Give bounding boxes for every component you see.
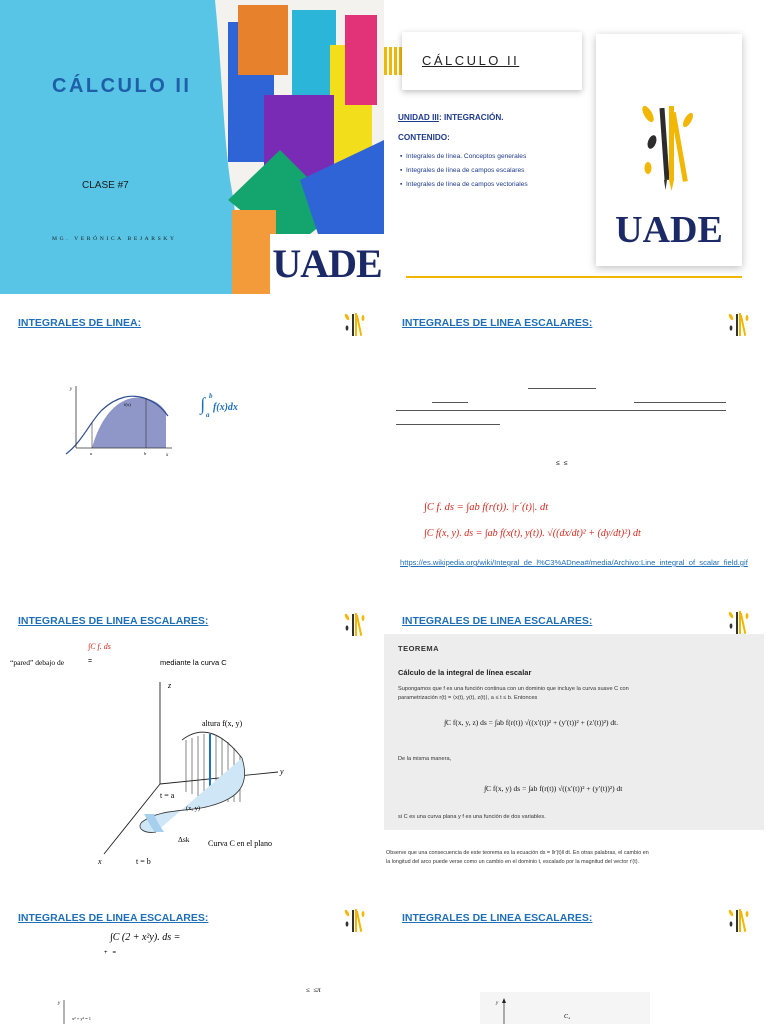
pencils-logo-icon <box>342 310 368 340</box>
pencils-logo-icon <box>726 906 752 936</box>
text-underline <box>396 410 726 411</box>
slide-integrales-de-linea <box>0 300 384 604</box>
example-formula: ∫C (2 + x²y). ds = <box>110 932 181 943</box>
fig-ta-label: t = a <box>160 791 175 800</box>
theorem-text1: Supongamos que f es una función continua con un dominio que incluye la curva suave C con <box>398 686 629 692</box>
circle-plot <box>50 996 130 1024</box>
theorem-subtitle: Cálculo de la integral de línea escalar <box>398 668 532 677</box>
gold-stripes <box>384 47 402 75</box>
line-integral-3d-figure <box>90 674 320 874</box>
plot-curve-label: C₄ <box>564 1014 571 1020</box>
integral-body: f(x)dx <box>212 402 238 413</box>
equals-sign: = <box>88 658 93 665</box>
text-underline <box>432 402 468 403</box>
graph-a-label: a <box>90 451 93 456</box>
fig-tb-label: t = b <box>136 857 151 866</box>
cover-uade-logo: UADE <box>270 234 384 294</box>
slide-title: INTEGRALES DE LINEA ESCALARES: <box>402 912 593 924</box>
fig-z-label: z <box>168 681 172 690</box>
gold-rule <box>406 276 742 278</box>
cover-slide <box>0 0 384 294</box>
area-under-curve-graph <box>62 382 174 462</box>
line-integral-formula-xy: ∫C f(x, y). ds = ∫ab f(x(t), y(t)). √((dx/dt)² + (dy/dt)²) dt <box>424 528 641 539</box>
plot-y-label: y <box>496 1001 499 1006</box>
slide-title: INTEGRALES DE LINEA ESCALARES: <box>402 317 593 329</box>
slide-title: INTEGRALES DE LINEA ESCALARES: <box>18 615 209 627</box>
fig-curva-label: Curva C en el plano <box>208 839 272 848</box>
integral-sign: ∫ <box>200 394 205 414</box>
parameter-inequality: ≤ ≤ <box>556 460 568 467</box>
scalar-integral-formula: ∫C f. ds <box>88 642 111 651</box>
fig-altura-label: altura f(x, y) <box>202 719 243 728</box>
list-item-text: Integrales de línea. Conceptos generales <box>406 153 527 160</box>
plot-equation: x² + y² = 1 <box>72 1016 92 1021</box>
observation-line1: Observe que una consecuencia de este teorema es la ecuación ds = ‖r′(t)‖ dt. En otras palabras, el cambio en <box>386 850 649 856</box>
integral-upper: b <box>209 392 213 400</box>
list-item-text: Integrales de línea de campos escalares <box>406 167 525 174</box>
graph-y-label: y <box>70 387 73 392</box>
plot-y-label: y <box>58 1001 61 1006</box>
curve-plot <box>484 996 604 1024</box>
slide-lineas-escalares-2 <box>0 606 384 906</box>
text-underline <box>396 424 500 425</box>
theorem-header: TEOREMA <box>398 644 439 653</box>
pared-text: “pared” debajo de <box>10 658 65 667</box>
slide-ejemplo-1 <box>0 906 384 1024</box>
theorem-text2: parametrización r(t) = ⟨x(t), y(t), z(t)⟩, a ≤ t ≤ b. Entonces <box>398 695 538 701</box>
pencils-logo-icon <box>638 98 698 194</box>
slide-teorema <box>384 606 768 906</box>
unidad-line <box>398 113 504 122</box>
pencils-logo-icon <box>726 310 752 340</box>
graph-x-label: x <box>166 453 169 458</box>
theorem-box <box>384 634 764 830</box>
theorem-formula-3d: ∫C f(x, y, z) ds = ∫ab f(r(t)) √((x′(t))² + (y′(t))² + (z′(t))²) dt. <box>444 718 619 727</box>
cover-title: CÁLCULO II <box>52 75 192 97</box>
observation-line2: la longitud del arco puede verse como un cambio en el dominio t, escalado por la magnitud del vector r′(t). <box>386 859 640 865</box>
cover-clase: CLASE #7 <box>82 180 129 191</box>
text-underline <box>528 388 596 389</box>
text-underline <box>634 402 726 403</box>
example-plus-equals: + = <box>104 950 117 956</box>
fig-x-label: x <box>98 857 102 866</box>
cover-author: MG. VERÓNICA BEJARSKY <box>52 236 177 242</box>
slide-title: INTEGRALES DE LINEA ESCALARES: <box>402 615 593 627</box>
slide-lineas-escalares-1 <box>384 300 768 604</box>
pencils-logo-icon <box>342 610 368 640</box>
slide-title: INTEGRALES DE LINEA ESCALARES: <box>18 912 209 924</box>
line-integral-formula-vector: ∫C f. ds = ∫ab f(r(t)). |r´(t)|. dt <box>424 502 549 513</box>
graph-b-label: b <box>144 451 147 456</box>
contenido-heading: CONTENIDO: <box>398 133 450 142</box>
contents-slide <box>384 0 768 294</box>
fig-y-label: y <box>280 767 284 776</box>
list-item: ▪ Integrales de línea de campos escalares <box>400 167 525 174</box>
unidad-rest: : INTEGRACIÓN. <box>438 113 504 122</box>
mediante-text: mediante la curva C <box>160 658 227 667</box>
list-item: ▪ Integrales de línea. Conceptos generales <box>400 153 527 160</box>
wikipedia-link[interactable]: https://es.wikipedia.org/wiki/Integral_de_l%C3%ADnea#/media/Archivo:Line_integral_of_scalar_field.gif <box>400 558 748 567</box>
pencils-logo-icon <box>342 906 368 936</box>
contents-list <box>400 150 528 192</box>
theorem-formula-2d: ∫C f(x, y) ds = ∫ab f(r(t)) √((x′(t))² + (y′(t))²) dt <box>484 784 623 793</box>
slide-ejemplo-2 <box>384 906 768 1024</box>
definite-integral-formula <box>200 392 238 419</box>
list-item-text: Integrales de línea de campos vectoriales <box>406 181 528 188</box>
graph-fx-label: f(x) <box>124 402 131 407</box>
slide-title: INTEGRALES DE LINEA: <box>18 317 142 329</box>
contents-uade-logo: UADE <box>615 209 723 251</box>
theorem-text4: si C es una curva plana y f es una función de dos variables. <box>398 814 546 820</box>
contents-title: CÁLCULO II <box>422 53 520 68</box>
fig-xy-label: (x, y) <box>186 805 201 812</box>
integral-lower: a <box>206 411 210 419</box>
unidad-prefix: UNIDAD III <box>398 113 439 122</box>
example-range: ≤ ≤π <box>306 986 321 994</box>
list-item: ▪ Integrales de línea de campos vectoriales <box>400 181 528 188</box>
theorem-text3: De la misma manera, <box>398 756 452 762</box>
fig-ds-label: Δsk <box>178 835 190 844</box>
